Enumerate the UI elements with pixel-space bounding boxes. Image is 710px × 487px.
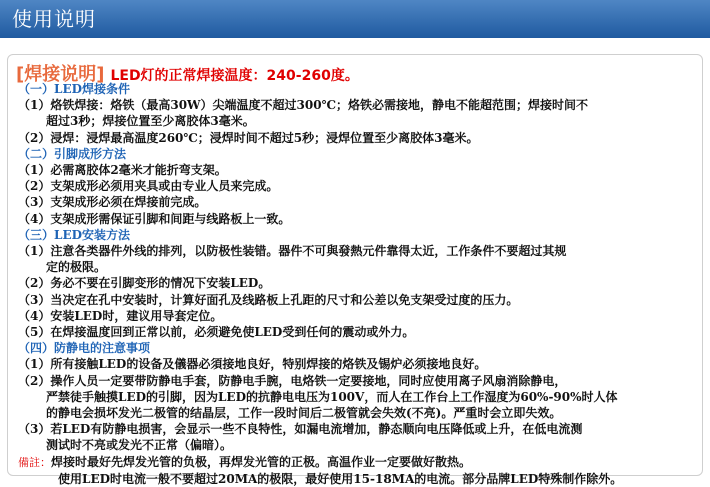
- list-item: （3）若LED有防静电损害，会显示一些不良特性，如漏电流增加，静态顺向电压降低或上升，在低电流测: [18, 422, 583, 437]
- list-item: （1）必需离胶体2毫米才能折弯支架。: [18, 163, 227, 178]
- list-item: （2）操作人员一定要带防静电手套，防静电手腕，电烙铁一定要接地，同时应使用离子风扇消除静电，: [18, 373, 567, 388]
- subsection-heading: （四）防静电的注意事项: [18, 341, 151, 356]
- list-item-continuation: 严禁徒手触摸LED的引脚，因为LED的抗静电电压为100V，而人在工作台上工作湿度为60%-90%时人体: [46, 389, 618, 404]
- subsection-heading: （一）LED焊接条件: [18, 82, 130, 96]
- list-item: （3）当决定在孔中安装时，计算好面孔及线路板上孔距的尺寸和公差以免支架受过度的压力。: [18, 292, 519, 307]
- list-item-continuation: 的静电会损坏发光二极管的结晶层，工作一段时间后二极管就会失效(不亮)。严重时会立即失效。: [46, 406, 562, 421]
- list-item-continuation: 测试时不亮或发光不正常（偏暗）。: [46, 438, 233, 453]
- note-line: [18, 454, 698, 471]
- list-item: （1）烙铁焊接：烙铁（最高30W）尖端温度不超过300℃；烙铁必需接地，静电不能超范围；焊接时间不: [18, 98, 588, 113]
- list-item: （1）注意各类器件外线的排列，以防极性装错。器件不可與發熱元件靠得太近，工作条件不要超过其规: [18, 244, 567, 259]
- list-item: （2）务必不要在引脚变形的情况下安装LED。: [18, 276, 271, 291]
- list-item-continuation: 超过3秒；焊接位置至少离胶体3毫米。: [46, 114, 255, 129]
- page-title: 使用说明: [12, 7, 96, 31]
- list-item: （1）所有接触LED的设备及儀器必須接地良好，特别焊接的烙铁及锡炉必须接地良好。: [18, 357, 487, 372]
- list-item: （5）在焊接温度回到正常以前，必须避免使LED受到任何的震动或外力。: [18, 325, 415, 340]
- subsection-heading: （二）引脚成形方法: [18, 146, 127, 161]
- note-continuation: 使用LED时电流一般不要超过20MA的极限，最好使用15-18MA的电流。部分品牌LED特殊制作除外。: [58, 471, 623, 486]
- list-item: （3）支架成形必须在焊接前完成。: [18, 195, 207, 210]
- list-item: （2）支架成形必须用夹具或由专业人员来完成。: [18, 179, 279, 194]
- list-item: （4）安装LED时，建议用导套定位。: [18, 308, 223, 323]
- subsection-heading: （三）LED安装方法: [18, 227, 130, 242]
- note-text: 焊接时最好先焊发光管的负极，再焊发光管的正极。高温作业一定要做好散热。: [51, 454, 472, 469]
- temperature-note: LED灯的正常焊接温度：240-260度。: [110, 68, 359, 84]
- instruction-list: [18, 81, 698, 487]
- list-item-continuation: 定的极限。: [46, 260, 107, 275]
- list-item: （4）支架成形需保证引脚和间距与线路板上一致。: [18, 211, 291, 226]
- section-title: [焊接说明]: [16, 64, 105, 85]
- header-bar: [0, 0, 710, 38]
- list-item: （2）浸焊：浸焊最高温度260℃；浸焊时间不超过5秒；浸焊位置至少离胶体3毫米。: [18, 130, 479, 145]
- note-label: 備註：: [18, 455, 51, 469]
